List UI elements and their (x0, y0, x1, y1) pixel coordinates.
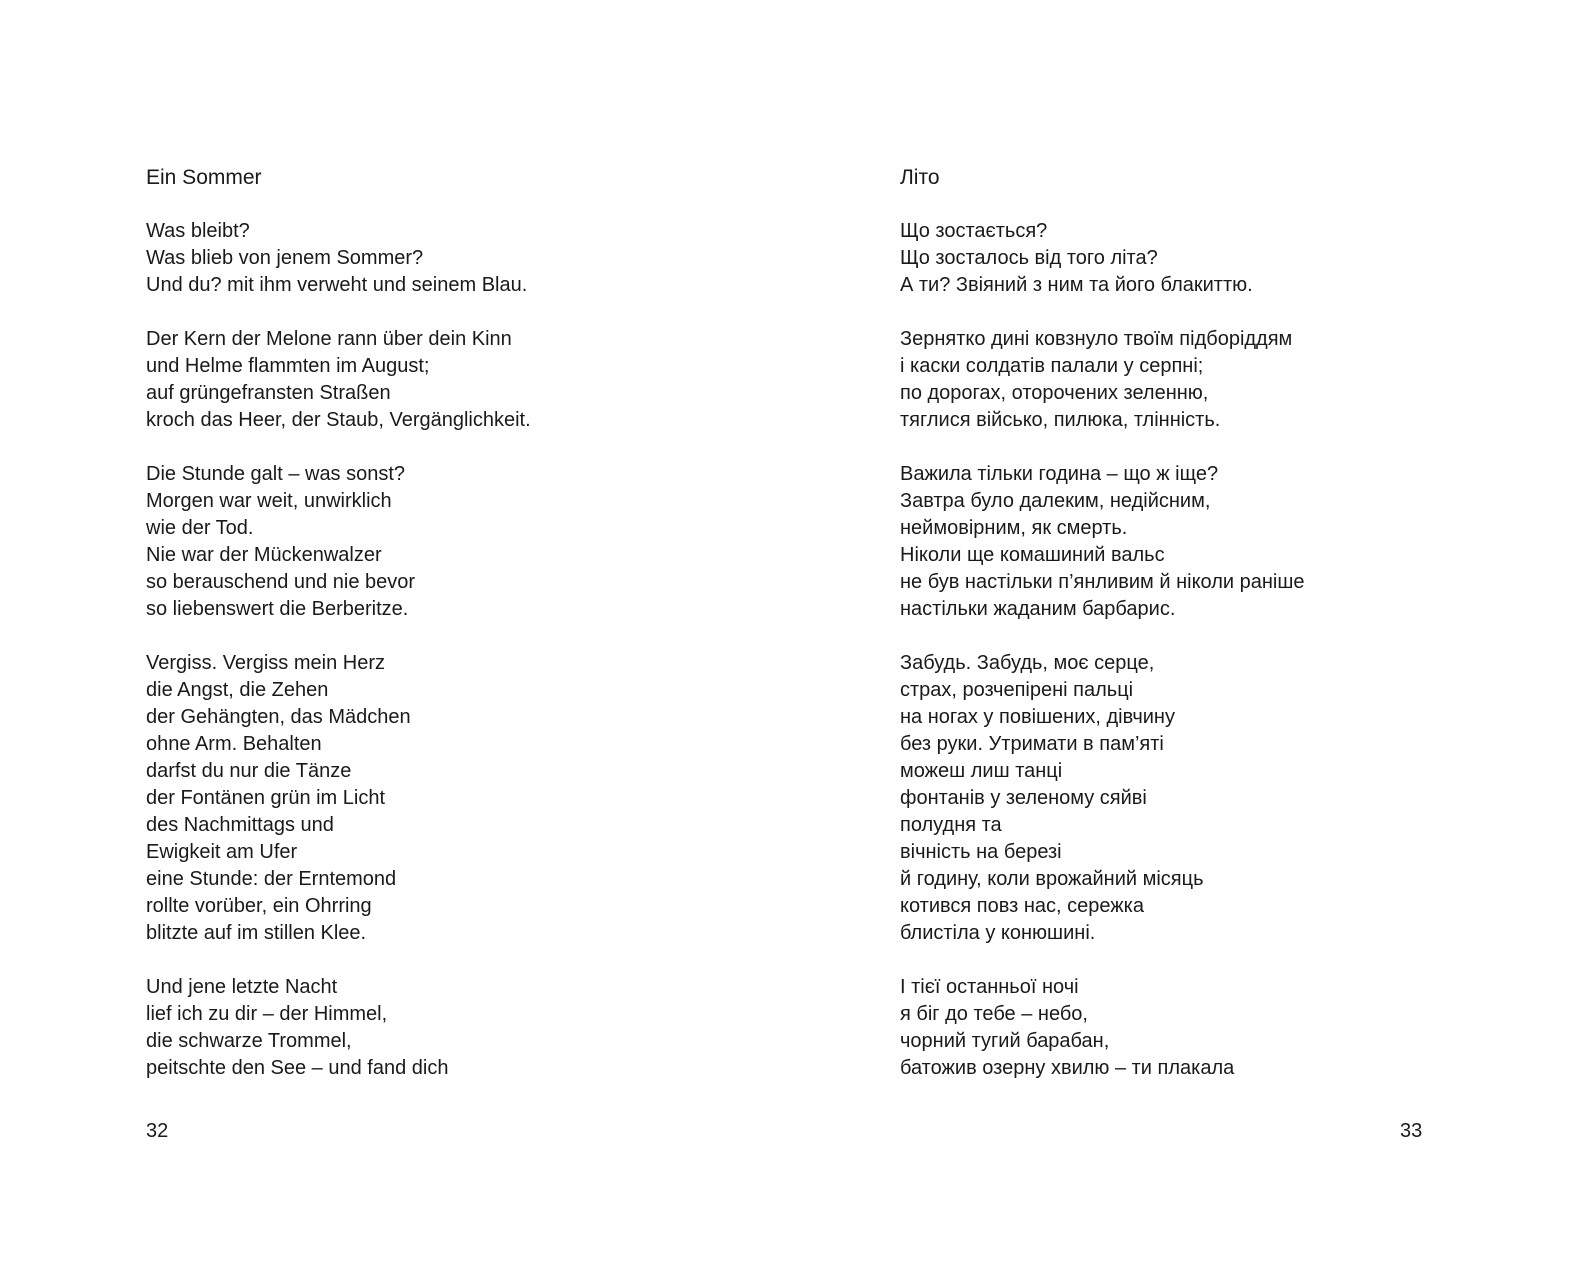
poem-line: peitschte den See – und fand dich (146, 1057, 449, 1079)
poem-line: Зернятко дині ковзнуло твоїм підборіддям (900, 328, 1293, 350)
poem-line: Was blieb von jenem Sommer? (146, 247, 424, 269)
poem-line: неймовірним, як смерть. (900, 517, 1128, 539)
poem-line: rollte vorüber, ein Ohrring (146, 895, 372, 917)
poem-line: lief ich zu dir – der Himmel, (146, 1003, 388, 1025)
poem-line: darfst du nur die Tänze (146, 760, 352, 782)
poem-line: der Gehängten, das Mädchen (146, 706, 411, 728)
poem-line: Und du? mit ihm verweht und seinem Blau. (146, 274, 528, 296)
stanza (900, 218, 1540, 299)
poem-line: Nie war der Mückenwalzer (146, 544, 382, 566)
poem-line: auf grüngefransten Straßen (146, 382, 391, 404)
poem-line: so berauschend und nie bevor (146, 571, 416, 593)
poem-title: Літо (900, 166, 940, 189)
right-page (900, 0, 1540, 1287)
poem-line: Was bleibt? (146, 220, 250, 242)
poem-line: blitzte auf im stillen Klee. (146, 922, 367, 944)
poem-line: Що зосталось від того літа? (900, 247, 1158, 269)
poem-line: Der Kern der Melone rann über dein Kinn (146, 328, 512, 350)
poem-line: не був настільки п’янливим й ніколи раніше (900, 571, 1305, 593)
page-number: 32 (146, 1120, 169, 1142)
poem-line: Завтра було далеким, недійсним, (900, 490, 1211, 512)
poem-line: die Angst, die Zehen (146, 679, 329, 701)
poem-line: на ногах у повішених, дівчину (900, 706, 1175, 728)
poem-line: Ніколи ще комашиний вальс (900, 544, 1165, 566)
stanza (146, 650, 786, 947)
poem-line: страх, розчепірені пальці (900, 679, 1134, 701)
stanza (146, 218, 786, 299)
poem-line: тяглися військo, пилюка, тлінність. (900, 409, 1221, 431)
poem-line: Vergiss. Vergiss mein Herz (146, 652, 385, 674)
poem-line: wie der Tod. (146, 517, 254, 539)
poem-line: можеш лиш танці (900, 760, 1063, 782)
poem-body (146, 218, 786, 1109)
stanza (900, 974, 1540, 1082)
poem-line: kroch das Heer, der Staub, Vergänglichkeit. (146, 409, 531, 431)
poem-line: Важила тільки година – що ж іще? (900, 463, 1219, 485)
poem-line: чорний тугий барабан, (900, 1030, 1110, 1052)
poem-line: котився повз нас, сережка (900, 895, 1144, 917)
poem-line: фонтанів у зеленому сяйві (900, 787, 1147, 809)
page-number: 33 (1400, 1120, 1423, 1142)
poem-line: so liebenswert die Berberitze. (146, 598, 409, 620)
poem-line: і каски солдатів палали у серпні; (900, 355, 1204, 377)
stanza (900, 461, 1540, 623)
stanza (900, 650, 1540, 947)
poem-body (900, 218, 1540, 1109)
poem-line: Ewigkeit am Ufer (146, 841, 298, 863)
poem-line: ohne Arm. Behalten (146, 733, 322, 755)
poem-title: Ein Sommer (146, 166, 262, 189)
poem-line: Die Stunde galt – was sonst? (146, 463, 406, 485)
poem-line: І тієї останньої ночі (900, 976, 1079, 998)
poem-line: Und jene letzte Nacht (146, 976, 338, 998)
poem-line: без руки. Утримати в пам’яті (900, 733, 1164, 755)
poem-line: Забудь. Забудь, моє серце, (900, 652, 1155, 674)
stanza (146, 326, 786, 434)
poem-line: die schwarze Trommel, (146, 1030, 352, 1052)
poem-line: батожив озерну хвилю – ти плакала (900, 1057, 1235, 1079)
poem-line: und Helme flammten im August; (146, 355, 430, 377)
poem-line: блистіла у конюшині. (900, 922, 1096, 944)
poem-line: по дорогах, оторочених зеленню, (900, 382, 1209, 404)
poem-line: настільки жаданим барбарис. (900, 598, 1176, 620)
poem-line: Morgen war weit, unwirklich (146, 490, 392, 512)
left-page (146, 0, 786, 1287)
poem-line: вічність на березі (900, 841, 1062, 863)
poem-line: eine Stunde: der Erntemond (146, 868, 397, 890)
poem-line: der Fontänen grün im Licht (146, 787, 386, 809)
poem-line: Що зостається? (900, 220, 1048, 242)
stanza (146, 974, 786, 1082)
stanza (146, 461, 786, 623)
stanza (900, 326, 1540, 434)
poem-line: полудня та (900, 814, 1002, 836)
poem-line: des Nachmittags und (146, 814, 334, 836)
poem-line: я біг до тебе – небо, (900, 1003, 1088, 1025)
poem-line: й годину, коли врожайний місяць (900, 868, 1204, 890)
poem-line: А ти? Звіяний з ним та його блакиттю. (900, 274, 1253, 296)
